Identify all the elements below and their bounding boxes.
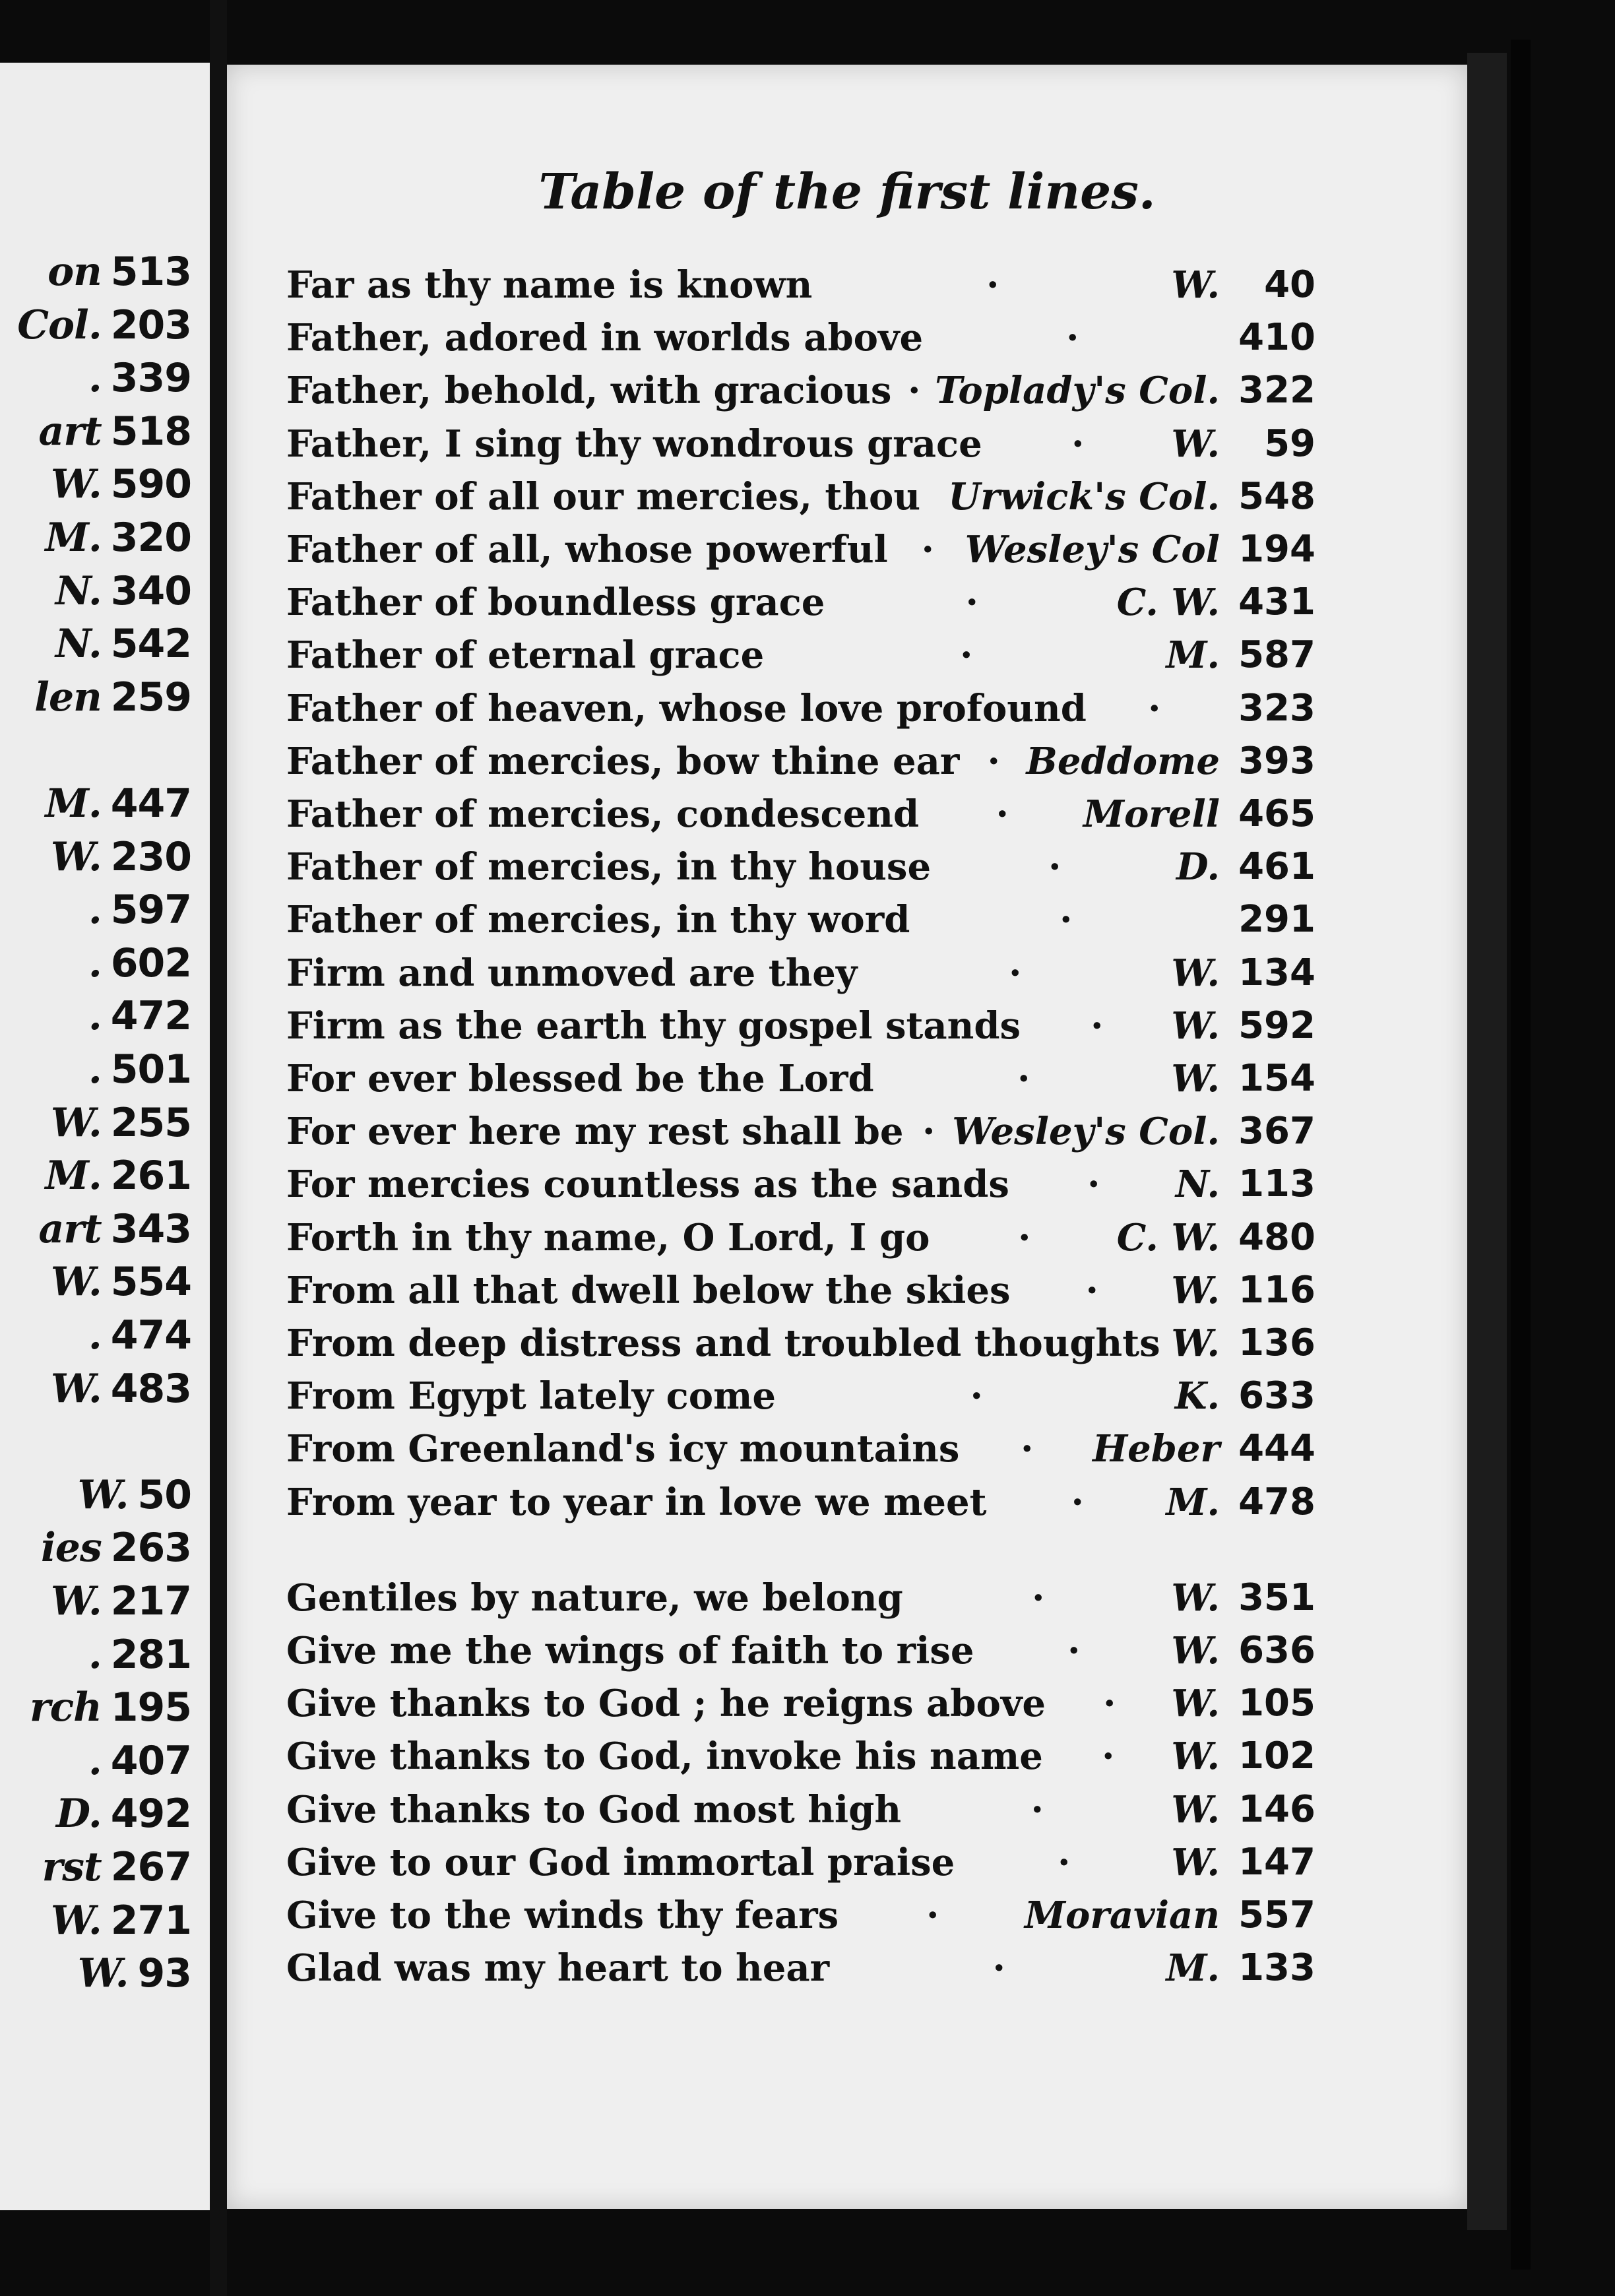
hymn-number: 195 [110, 1684, 191, 1731]
previous-page-row [45, 781, 191, 827]
hymn-number: 590 [110, 461, 191, 508]
hymn-number: 259 [110, 674, 191, 720]
previous-page-row [42, 1844, 191, 1890]
leader-dot: · [986, 263, 999, 307]
author-label: D. [1176, 845, 1220, 889]
author-label: W. [1171, 1576, 1220, 1620]
author-label: W. [1171, 422, 1220, 466]
previous-page-row [45, 1153, 191, 1199]
hymn-number: 461 [1238, 845, 1315, 889]
author-fragment: . [88, 940, 102, 986]
author-fragment: N. [55, 567, 102, 614]
author-label: Beddome [1026, 739, 1220, 783]
previous-page-row [50, 833, 191, 880]
first-line-text: Father of all our mercies, thou [286, 474, 921, 519]
hymn-number: 478 [1238, 1480, 1315, 1523]
previous-page-row [88, 1737, 191, 1784]
hymn-number: 116 [1238, 1268, 1315, 1312]
table-row [286, 893, 1315, 946]
table-row [286, 1889, 1315, 1942]
first-line-text: Father of all, whose powerful [286, 528, 888, 571]
author-fragment: . [88, 1312, 102, 1358]
table-row [286, 1211, 1315, 1264]
author-fragment: len [34, 674, 102, 720]
first-line-text: Father of boundless grace [286, 581, 825, 625]
first-line-text: Glad was my heart to hear [286, 1946, 830, 1991]
hymn-number: 557 [1238, 1894, 1315, 1936]
first-line-text: From year to year in love we meet [286, 1480, 987, 1524]
author-label: M. [1166, 633, 1220, 678]
leader-dot: · [987, 739, 1000, 783]
leader-dot: · [1060, 898, 1073, 942]
leader-dot: · [970, 1374, 983, 1419]
previous-page-row [88, 355, 191, 402]
leader-dot: · [1066, 316, 1079, 360]
hymn-number: 261 [110, 1153, 191, 1199]
author-fragment: . [88, 993, 102, 1040]
table-row [286, 470, 1315, 523]
author-fragment: ies [41, 1525, 102, 1572]
hymn-number: 633 [1238, 1374, 1315, 1418]
table-row [286, 682, 1315, 735]
table-row [286, 1317, 1315, 1370]
author-fragment: . [88, 1737, 102, 1784]
previous-page-row [77, 1471, 191, 1518]
previous-page-row [38, 408, 191, 455]
author-label: Morell [1083, 792, 1220, 836]
first-line-text: Father of mercies, bow thine ear [286, 739, 960, 783]
author-fragment: M. [45, 515, 102, 561]
author-label: W. [1171, 1057, 1220, 1100]
author-fragment: art [38, 408, 102, 455]
first-line-text: Father, I sing thy wondrous grace [286, 422, 982, 466]
leader-dot: · [1018, 1215, 1031, 1260]
hymn-number: 320 [110, 515, 191, 561]
author-label: W. [1171, 1735, 1220, 1779]
leader-dot: · [1071, 1480, 1084, 1524]
author-fragment: . [88, 1631, 102, 1678]
author-fragment: W. [77, 1950, 129, 1997]
leader-dot: · [1067, 1629, 1081, 1673]
author-fragment: W. [50, 1578, 102, 1624]
author-fragment: M. [45, 1153, 102, 1199]
hymn-number: 105 [1238, 1682, 1315, 1725]
table-row [286, 735, 1315, 788]
first-line-text: Give thanks to God ; he reigns above [286, 1682, 1046, 1726]
hymn-number: 501 [110, 1046, 191, 1093]
previous-page-row [88, 1631, 191, 1678]
first-line-text: Father of heaven, whose love profound [286, 686, 1087, 730]
table-row [286, 1836, 1315, 1889]
author-label: Toplady's Col. [935, 369, 1220, 413]
previous-page-row [88, 993, 191, 1040]
author-fragment: W. [50, 1897, 102, 1944]
hymn-number: 340 [110, 567, 191, 614]
hymn-number: 93 [137, 1950, 191, 1997]
first-line-text: From Greenland's icy mountains [286, 1427, 960, 1471]
hymn-number: 554 [110, 1259, 191, 1306]
hymn-number: 59 [1264, 422, 1315, 465]
first-line-text: Father of eternal grace [286, 633, 765, 678]
hymn-number: 154 [1238, 1057, 1315, 1100]
previous-page-row [50, 461, 191, 508]
author-fragment: art [38, 1205, 102, 1252]
author-fragment: W. [77, 1471, 129, 1518]
first-line-text: Gentiles by nature, we belong [286, 1576, 903, 1620]
first-line-text: Father of mercies, condescend [286, 792, 920, 836]
leader-dot: · [1085, 1268, 1098, 1312]
first-line-text: From all that dwell below the skies [286, 1268, 1011, 1312]
leader-dot: · [1009, 951, 1022, 995]
author-fragment: Col. [17, 302, 102, 348]
table-row [286, 1730, 1315, 1783]
hymn-number: 636 [1238, 1629, 1315, 1672]
hymn-number: 474 [110, 1312, 191, 1358]
previous-page-row [77, 1950, 191, 1997]
leader-dot: · [1091, 1004, 1104, 1048]
table-row [286, 364, 1315, 417]
previous-page-row [38, 1205, 191, 1252]
hymn-number: 393 [1238, 739, 1315, 782]
hymn-number: 217 [110, 1578, 191, 1624]
page-edge-shadow [1511, 40, 1531, 2270]
previous-page-strip [0, 63, 210, 2210]
author-label: W. [1171, 1787, 1220, 1832]
author-label: W. [1171, 1004, 1220, 1048]
author-label: W. [1171, 1322, 1220, 1365]
hymn-number: 410 [1238, 316, 1315, 360]
hymn-number: 492 [110, 1791, 191, 1837]
leader-dot: · [1030, 1787, 1044, 1832]
hymn-number: 50 [137, 1471, 191, 1518]
hymn-number: 542 [110, 621, 191, 668]
author-fragment: W. [50, 833, 102, 880]
author-fragment: . [88, 887, 102, 934]
first-line-text: Father of mercies, in thy house [286, 845, 932, 889]
previous-page-row [45, 515, 191, 561]
previous-page-row [41, 1525, 191, 1572]
leader-dot: · [1102, 1735, 1115, 1779]
author-label: M. [1166, 1946, 1220, 1991]
index-page [227, 65, 1467, 2209]
table-row [286, 1422, 1315, 1475]
hymn-number: 483 [110, 1365, 191, 1412]
author-fragment: . [88, 1046, 102, 1093]
first-line-text: Give me the wings of faith to rise [286, 1629, 974, 1673]
author-label: Wesley's Col. [952, 1110, 1220, 1154]
author-label: Wesley's Col [965, 528, 1220, 571]
hymn-number: 133 [1238, 1946, 1315, 1990]
table-row [286, 1942, 1315, 1994]
previous-page-row [88, 1046, 191, 1093]
hymn-number: 480 [1238, 1215, 1315, 1259]
leader-dot: · [965, 581, 978, 625]
table-row [286, 629, 1315, 682]
leader-dot: · [1021, 1427, 1034, 1471]
hymn-number: 134 [1238, 951, 1315, 994]
first-line-text: From Egypt lately come [286, 1374, 776, 1419]
previous-page-row [55, 1791, 191, 1837]
hymn-number: 513 [110, 249, 191, 295]
previous-page-row [55, 621, 191, 668]
leader-dot: · [922, 1110, 935, 1154]
table-row [286, 1370, 1315, 1422]
book-gutter [210, 0, 227, 2296]
author-label: N. [1175, 1163, 1220, 1207]
leader-dot: · [926, 1894, 939, 1937]
hymn-number: 597 [110, 887, 191, 934]
hymn-number: 472 [110, 993, 191, 1040]
author-label: W. [1171, 1268, 1220, 1312]
table-row [286, 576, 1315, 629]
leader-dot: · [1103, 1682, 1116, 1726]
hymn-number: 113 [1238, 1163, 1315, 1206]
previous-page-row [50, 1897, 191, 1944]
hymn-number: 255 [110, 1099, 191, 1146]
table-row [286, 1264, 1315, 1317]
hymn-number: 291 [1238, 898, 1315, 941]
first-line-text: From deep distress and troubled thoughts [286, 1322, 1160, 1365]
hymn-number: 602 [110, 940, 191, 986]
hymn-number: 322 [1238, 369, 1315, 412]
previous-page-row [48, 249, 191, 295]
first-line-text: Firm as the earth thy gospel stands [286, 1004, 1021, 1048]
first-line-text: Father, behold, with gracious [286, 369, 892, 413]
hymn-number: 194 [1238, 528, 1315, 571]
previous-page-row [88, 887, 191, 934]
hymn-number: 40 [1264, 263, 1315, 306]
first-line-text: For mercies countless as the sands [286, 1163, 1009, 1207]
first-line-text: Firm and unmoved are they [286, 951, 858, 995]
previous-page-row [50, 1259, 191, 1306]
first-line-text: For ever here my rest shall be [286, 1110, 904, 1154]
author-fragment: W. [50, 1259, 102, 1306]
author-fragment: N. [55, 621, 102, 668]
hymn-number: 339 [110, 355, 191, 402]
previous-page-row [34, 674, 191, 720]
leader-dot: · [992, 1946, 1005, 1991]
author-label: C. W. [1116, 1215, 1220, 1260]
author-label: K. [1174, 1374, 1220, 1419]
hymn-number: 323 [1238, 686, 1315, 730]
table-row [286, 1783, 1315, 1836]
leader-dot: · [960, 633, 973, 678]
author-label: W. [1171, 1629, 1220, 1673]
hymn-number: 271 [110, 1897, 191, 1944]
leader-dot: · [921, 528, 934, 571]
author-fragment: M. [45, 781, 102, 827]
leader-dot: · [1087, 1163, 1100, 1207]
table-row [286, 259, 1315, 311]
hymn-number: 267 [110, 1844, 191, 1890]
table-row [286, 1677, 1315, 1730]
author-label: Urwick's Col. [948, 474, 1220, 519]
first-line-text: Far as thy name is known [286, 263, 813, 307]
hymn-number: 587 [1238, 633, 1315, 677]
table-row [286, 1000, 1315, 1052]
leader-dot: · [1058, 1840, 1071, 1884]
hymn-number: 102 [1238, 1735, 1315, 1778]
hymn-number: 230 [110, 833, 191, 880]
hymn-number: 351 [1238, 1576, 1315, 1619]
hymn-number: 146 [1238, 1787, 1315, 1831]
leader-dot: · [996, 792, 1009, 836]
leader-dot: · [908, 369, 921, 413]
first-line-text: Give to the winds thy fears [286, 1894, 839, 1937]
hymn-number: 367 [1238, 1110, 1315, 1153]
hymn-number: 203 [110, 302, 191, 348]
author-label: W. [1171, 1682, 1220, 1726]
table-row [286, 311, 1315, 364]
first-line-text: Give thanks to God most high [286, 1787, 902, 1832]
table-row [286, 947, 1315, 1000]
first-line-text: Give thanks to God, invoke his name [286, 1735, 1043, 1779]
author-fragment: W. [50, 1099, 102, 1146]
table-row [286, 1158, 1315, 1211]
first-line-text: Give to our God immortal praise [286, 1840, 955, 1884]
hymn-number: 343 [110, 1205, 191, 1252]
hymn-number: 263 [110, 1525, 191, 1572]
leader-dot: · [1071, 422, 1085, 466]
author-label: W. [1171, 263, 1220, 307]
hymn-number: 147 [1238, 1840, 1315, 1884]
author-fragment: on [48, 249, 102, 295]
first-line-text: Forth in thy name, O Lord, I go [286, 1215, 930, 1260]
hymn-number: 407 [110, 1737, 191, 1784]
hymn-number: 281 [110, 1631, 191, 1678]
hymn-number: 518 [110, 408, 191, 455]
author-label: W. [1171, 951, 1220, 995]
author-fragment: W. [50, 1365, 102, 1412]
leader-dot: · [1048, 845, 1061, 889]
hymn-number: 548 [1238, 474, 1315, 518]
leader-dot: · [1017, 1057, 1030, 1100]
previous-page-row [29, 1684, 191, 1731]
hymn-number: 444 [1238, 1427, 1315, 1471]
table-row [286, 523, 1315, 576]
previous-page-row [50, 1578, 191, 1624]
table-row [286, 841, 1315, 893]
table-row [286, 1476, 1315, 1529]
table-row [286, 788, 1315, 841]
previous-page-row [88, 940, 191, 986]
author-fragment: W. [50, 461, 102, 508]
author-label: W. [1171, 1840, 1220, 1884]
table-row [286, 1624, 1315, 1677]
author-label: M. [1166, 1480, 1220, 1524]
author-label: Moravian [1025, 1894, 1220, 1937]
author-fragment: . [88, 355, 102, 402]
page-edge [1467, 53, 1507, 2230]
table-row [286, 418, 1315, 470]
previous-page-row [50, 1365, 191, 1412]
author-label: Heber [1092, 1427, 1220, 1471]
first-line-text: Father, adored in worlds above [286, 316, 924, 360]
page-title: Table of the first lines. [538, 164, 1156, 220]
leader-dot: · [1148, 686, 1161, 730]
previous-page-row [55, 567, 191, 614]
hymn-number: 447 [110, 781, 191, 827]
author-label: C. W. [1116, 581, 1220, 625]
author-fragment: D. [55, 1791, 102, 1837]
hymn-number: 592 [1238, 1004, 1315, 1047]
author-fragment: rch [29, 1684, 102, 1731]
previous-page-row [50, 1099, 191, 1146]
first-line-text: Father of mercies, in thy word [286, 898, 910, 942]
table-row [286, 1105, 1315, 1158]
hymn-number: 431 [1238, 581, 1315, 624]
previous-page-row [17, 302, 191, 348]
first-line-text: For ever blessed be the Lord [286, 1057, 874, 1100]
table-row [286, 1572, 1315, 1624]
table-row [286, 1052, 1315, 1105]
hymn-number: 136 [1238, 1322, 1315, 1364]
hymn-number: 465 [1238, 792, 1315, 835]
leader-dot: · [1032, 1576, 1045, 1620]
previous-page-row [88, 1312, 191, 1358]
author-fragment: rst [42, 1844, 102, 1890]
